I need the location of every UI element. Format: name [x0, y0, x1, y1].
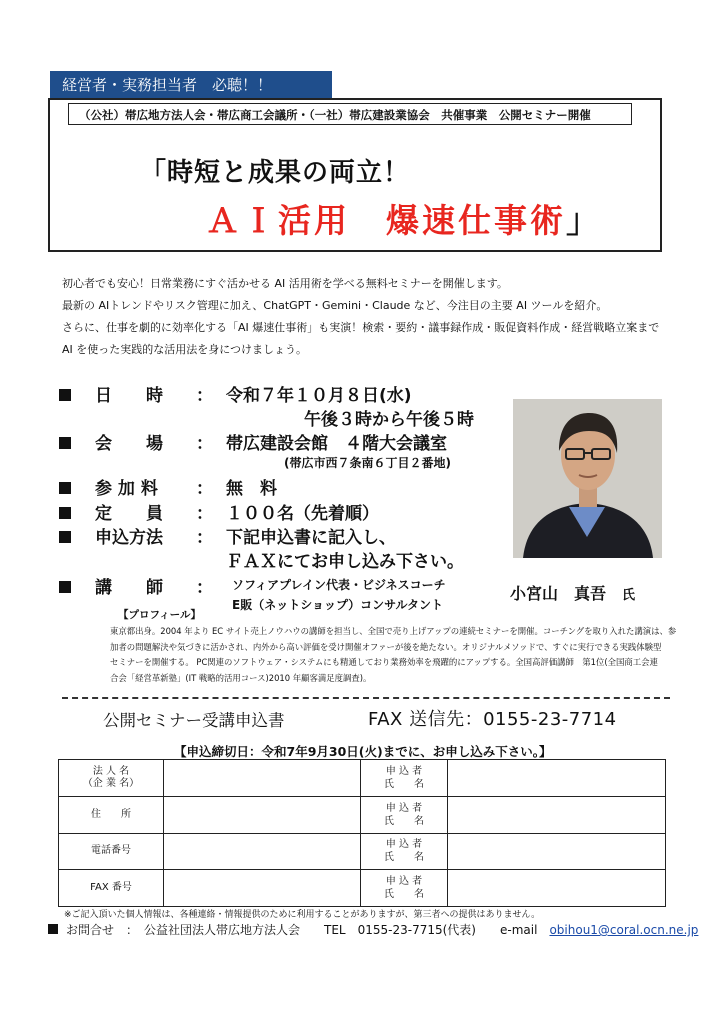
date-label: 日 時 — [95, 386, 163, 406]
profile-line: 加者の問題解決や気づきに活かされ、内外から高い評価を受け開催オファーが後を絶たない。オリジナルメソッドで、すぐに実行できる実践体験型 — [110, 641, 662, 652]
profile-text — [110, 624, 677, 686]
venue-label: 会 場 — [95, 434, 163, 454]
seminar-title-highlight: ＡＩ活用 爆速仕事術 — [206, 201, 566, 240]
profile-line: 東京都出身。2004 年より EC サイト売上ノウハウの講師を担当し、全国で売り上げアップの連続セミナーを開催。コーチングを取り入れた講演は、参 — [110, 626, 677, 636]
email-label: e-mail — [500, 923, 538, 937]
fax-label — [59, 870, 164, 907]
application-form-table — [58, 759, 666, 907]
bullet-square-icon — [59, 482, 71, 494]
fee-label: 参 加 料 — [95, 479, 158, 499]
applicant-label — [361, 870, 448, 907]
applicant-label — [361, 760, 448, 797]
contact-info — [48, 921, 698, 938]
speaker-photo — [513, 399, 662, 558]
lecturer-title-line2: E販（ネットショップ）コンサルタント — [232, 598, 443, 612]
intro-text — [62, 273, 682, 361]
row-label: 住 所 — [91, 808, 131, 820]
intro-line: 最新の AIトレンドやリスク管理に加え、ChatGPT・Gemini・Claude など、今注目の主要 AI ツールを紹介。 — [62, 299, 608, 312]
applicant-name-field[interactable] — [448, 870, 666, 907]
applicant-label — [361, 796, 448, 833]
email-link[interactable]: obihou1@coral.ocn.ne.jp — [549, 923, 699, 937]
address-label — [59, 796, 164, 833]
deadline-notice: 【申込締切日：令和7年9月30日(火)までに、お申し込み下さい。】 — [174, 744, 552, 759]
bullet-square-icon — [59, 507, 71, 519]
applicant-label-line1: 申 込 者 — [385, 876, 423, 888]
phone-label — [59, 833, 164, 870]
table-row — [59, 796, 666, 833]
row-label: 電話番号 — [91, 845, 131, 857]
applicant-name-field[interactable] — [448, 796, 666, 833]
bullet-square-icon — [59, 389, 71, 401]
applicant-label-line1: 申 込 者 — [385, 839, 423, 851]
capacity-label: 定 員 — [95, 504, 163, 524]
colon: ： — [196, 504, 213, 524]
fax-field[interactable] — [164, 870, 361, 907]
row-label: 法 人 名 — [92, 765, 130, 777]
form-title: 公開セミナー受講申込書 — [103, 711, 285, 730]
fee-value: 無 料 — [226, 479, 277, 499]
venue-value: 帯広建設会館 ４階大会議室 — [226, 434, 447, 454]
phone-field[interactable] — [164, 833, 361, 870]
colon: ： — [196, 479, 213, 499]
organizers-line: （公社）帯広地方法人会・帯広商工会議所・（一社）帯広建設業協会 共催事業 公開セミナー開催 — [68, 103, 632, 125]
intro-line: AI を使った実践的な活用法を身につけましょう。 — [62, 343, 308, 356]
profile-heading: 【プロフィール】 — [118, 609, 201, 621]
address-field[interactable] — [164, 796, 361, 833]
colon: ： — [196, 528, 213, 548]
speaker-name — [510, 581, 635, 604]
company-name-label — [59, 760, 164, 797]
applicant-label-line2: 氏 名 — [384, 889, 424, 901]
applicant-label-line2: 氏 名 — [384, 852, 424, 864]
audience-banner: 経営者・実務担当者 必聴！！ — [50, 71, 332, 100]
seminar-title-close-quote: 」 — [566, 201, 602, 240]
bullet-square-icon — [59, 581, 71, 593]
lecturer-label: 講 師 — [95, 578, 163, 598]
colon: ： — [196, 434, 213, 454]
bullet-square-icon — [59, 531, 71, 543]
seminar-title-line2 — [206, 195, 602, 242]
applicant-label-line1: 申 込 者 — [385, 765, 423, 777]
table-row — [59, 870, 666, 907]
apply-value-line1: 下記申込書に記入し、 — [226, 528, 396, 548]
apply-value-line2: ＦＡＸにてお申し込み下さい。 — [226, 552, 464, 572]
bullet-square-icon — [48, 924, 58, 934]
privacy-note: ※ご記入頂いた個人情報は、各種連絡・情報提供のために利用することがありますが、第三者への提供はありません。 — [64, 910, 541, 920]
contact-label: お問合せ ： 公益社団法人帯広地方法人会 TEL 0155-23-7715(代表) — [66, 923, 476, 937]
bullet-square-icon — [59, 437, 71, 449]
speaker-name-text: 小宮山 真吾 — [510, 584, 607, 603]
colon: ： — [196, 386, 213, 406]
intro-line: 初心者でも安心！日常業務にすぐ活かせる AI 活用術を学べる無料セミナーを開催します。 — [62, 277, 508, 290]
time-value: 午後３時から午後５時 — [304, 410, 474, 430]
capacity-value: １００名（先着順） — [226, 504, 379, 524]
profile-line: セミナーを開催する。 PC関連のソフトウェア・システムにも精通しており業務効率を飛躍的にアップする。全国高評価講師 第1位(全国商工会連 — [110, 657, 658, 667]
applicant-label-line1: 申 込 者 — [385, 802, 423, 814]
seminar-title-line1: 「時短と成果の両立！ — [140, 158, 411, 188]
applicant-label-line2: 氏 名 — [384, 815, 424, 827]
apply-label: 申込方法 — [95, 528, 163, 548]
table-row — [59, 833, 666, 870]
lecturer-title-line1: ソフィアプレイン代表・ビジネスコーチ — [232, 578, 446, 592]
fax-number: FAX 送信先：0155-23-7714 — [368, 709, 617, 730]
cut-line-divider — [62, 697, 670, 699]
speaker-honorific: 氏 — [622, 588, 636, 603]
table-row — [59, 760, 666, 797]
applicant-label-line2: 氏 名 — [384, 778, 424, 790]
speaker-portrait-image — [513, 399, 662, 558]
profile-line: 合会「経営革新塾」(IT 戦略的活用コース)2010 年顧客満足度調査)。 — [110, 672, 372, 683]
venue-address: (帯広市西７条南６丁目２番地) — [284, 456, 451, 470]
applicant-name-field[interactable] — [448, 833, 666, 870]
applicant-name-field[interactable] — [448, 760, 666, 797]
colon: ： — [196, 578, 213, 598]
intro-line: さらに、仕事を劇的に効率化する「AI 爆速仕事術」も実演！検索・要約・議事録作成・販促資料作成・経営戦略立案まで — [62, 321, 660, 334]
row-label: FAX 番号 — [90, 882, 132, 894]
company-name-field[interactable] — [164, 760, 361, 797]
row-label-sub: （企 業 名） — [82, 777, 140, 789]
applicant-label — [361, 833, 448, 870]
date-value: 令和７年１０月８日(水) — [226, 386, 412, 406]
